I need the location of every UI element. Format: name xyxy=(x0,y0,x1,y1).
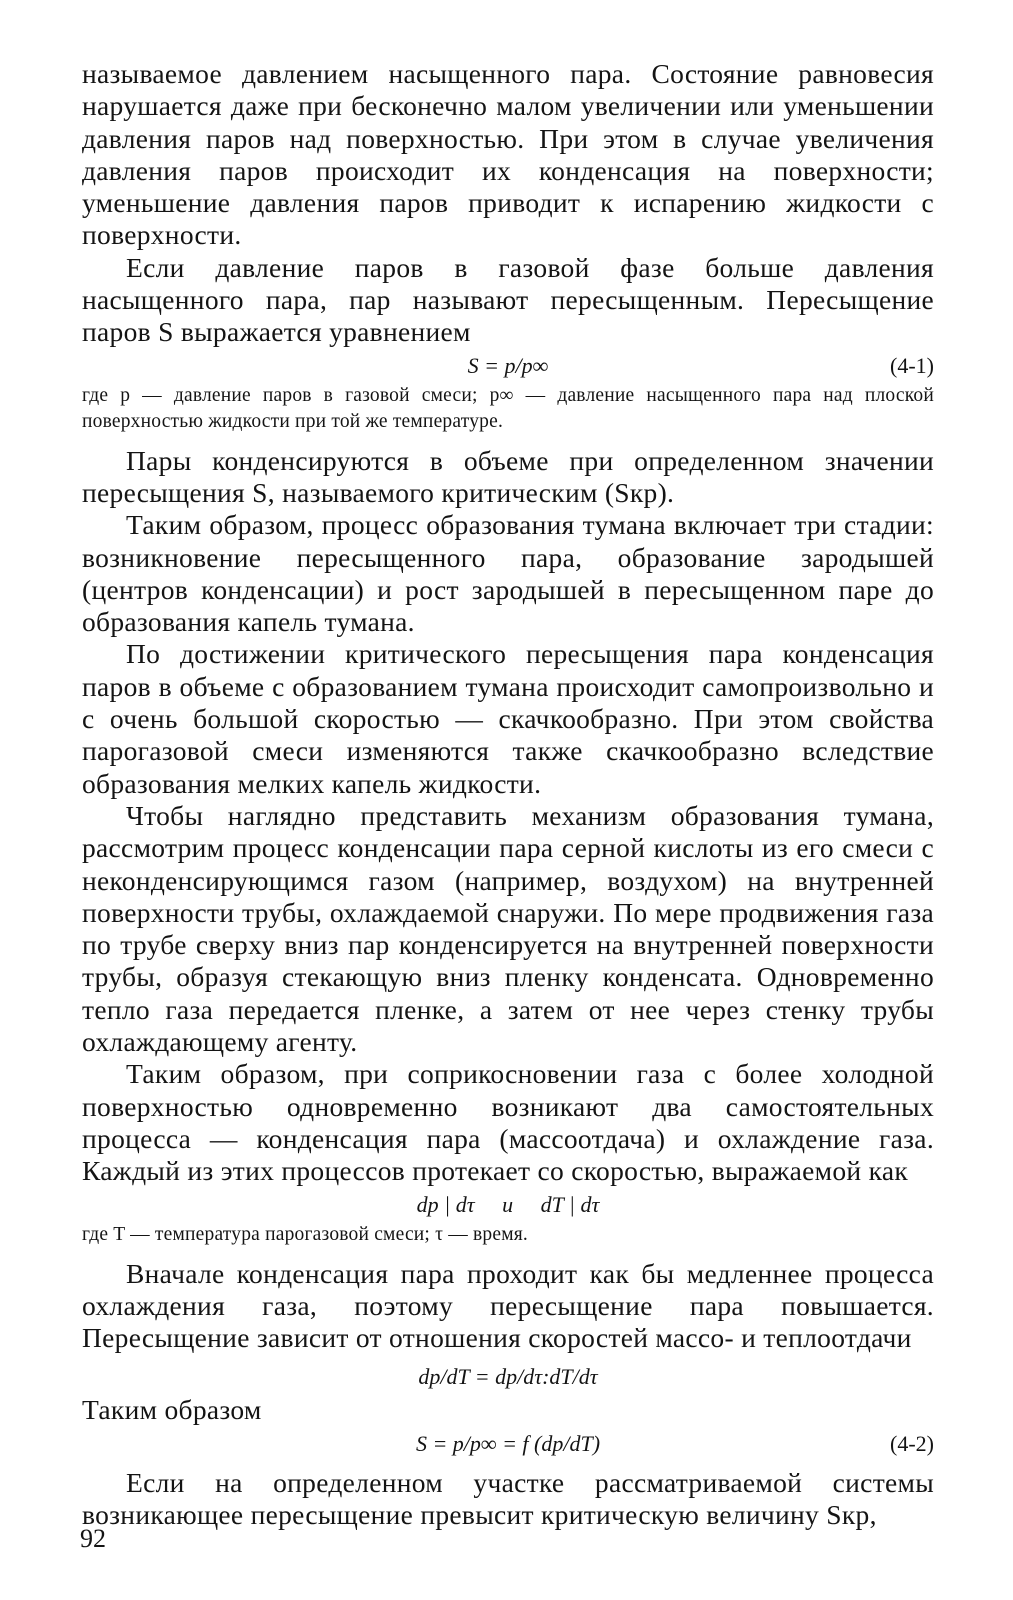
paragraph-critical-supersaturation: Пары конденсируются в объеме при определенном значении пересыщения S, называемого критическим (Sкр). xyxy=(82,444,934,508)
formula-rates-expression: dp | dτ и dT | dτ xyxy=(416,1191,600,1217)
paragraph-initial-condensation: Вначале конденсация пара проходит как бы медленнее процесса охлаждения газа, поэтому пересыщение пара повышается. Пересыщение зависит от отношения скоростей массо- и теплоотдачи xyxy=(82,1257,934,1354)
formula-4-1-expression: S = p/p∞ xyxy=(467,352,549,378)
formula-ratio-expression: dp/dT = dp/dτ:dT/dτ xyxy=(418,1364,598,1390)
paragraph-thus: Таким образом xyxy=(82,1394,262,1426)
paragraph-spontaneous-condensation: По достижении критического пересыщения пара конденсация паров в объеме с образованием тумана происходит самопроизвольно и с очень большой скоростью — скачкообразно. При этом свойства парогазовой смеси изменяются также скачкообразно вследствие образования мелких капель жидкости. xyxy=(82,638,934,799)
paragraph-two-processes: Таким образом, при соприкосновении газа с более холодной поверхностью одновременно возникают два самостоятельных процесса — конденсация пара (массоотдача) и охлаждение газа. Каждый из этих процессов протекает со скоростью, выражаемой как xyxy=(82,1058,934,1187)
paragraph-2: Если давление паров в газовой фазе больше давления насыщенного пара, пар называют пересыщенным. Пересыщение паров S выражается уравнением xyxy=(82,251,934,348)
formula-rates xyxy=(82,1188,934,1222)
paragraph-mechanism: Чтобы наглядно представить механизм образования тумана, рассмотрим процесс конденсации пара серной кислоты из его смеси с неконденсирующимся газом (например, воздухом) на внутренней поверхности трубы, охлаждаемой снаружи. По мере продвижения газа по трубе сверху вниз пар конденсируется на внутренней поверхности трубы, образуя стекающую вниз пленку конденсата. Одновременно тепло газа передается пленке, а затем от нее через стенку трубы охлаждающему агенту. xyxy=(82,799,934,1058)
paragraph-1: называемое давлением насыщенного пара. Состояние равновесия нарушается даже при бесконечно малом увеличении или уменьшении давления паров над поверхностью. При этом в случае увеличения давления паров происходит их конденсация на поверхности; уменьшение давления паров приводит к испарению жидкости с поверхности. xyxy=(82,58,934,251)
page-body xyxy=(82,58,934,1531)
paragraph-fog-stages: Таким образом, процесс образования тумана включает три стадии: возникновение пересыщенного пара, образование зародышей (центров конденсации) и рост зародышей в пересыщенном паре до образования капель тумана. xyxy=(82,509,934,638)
formula-ratio xyxy=(82,1360,934,1394)
formula-4-1-number: (4-1) xyxy=(890,352,934,378)
page-number: 92 xyxy=(80,1524,106,1553)
paragraph-exceeds-critical: Если на определенном участке рассматриваемой системы возникающее пересыщение превысит критическую величину Sкр, xyxy=(82,1466,934,1530)
footnote-temperature: где T — температура парогазовой смеси; τ — время. xyxy=(82,1223,529,1245)
formula-4-2-number: (4-2) xyxy=(890,1430,934,1456)
formula-4-1 xyxy=(82,349,934,383)
formula-4-2 xyxy=(82,1427,934,1461)
formula-4-2-expression: S = p/p∞ = f (dp/dT) xyxy=(415,1430,601,1456)
footnote-pressure: где p — давление паров в газовой смеси; p∞ — давление насыщенного пара над плоской поверхностью жидкости при той же температуре. xyxy=(82,384,934,432)
